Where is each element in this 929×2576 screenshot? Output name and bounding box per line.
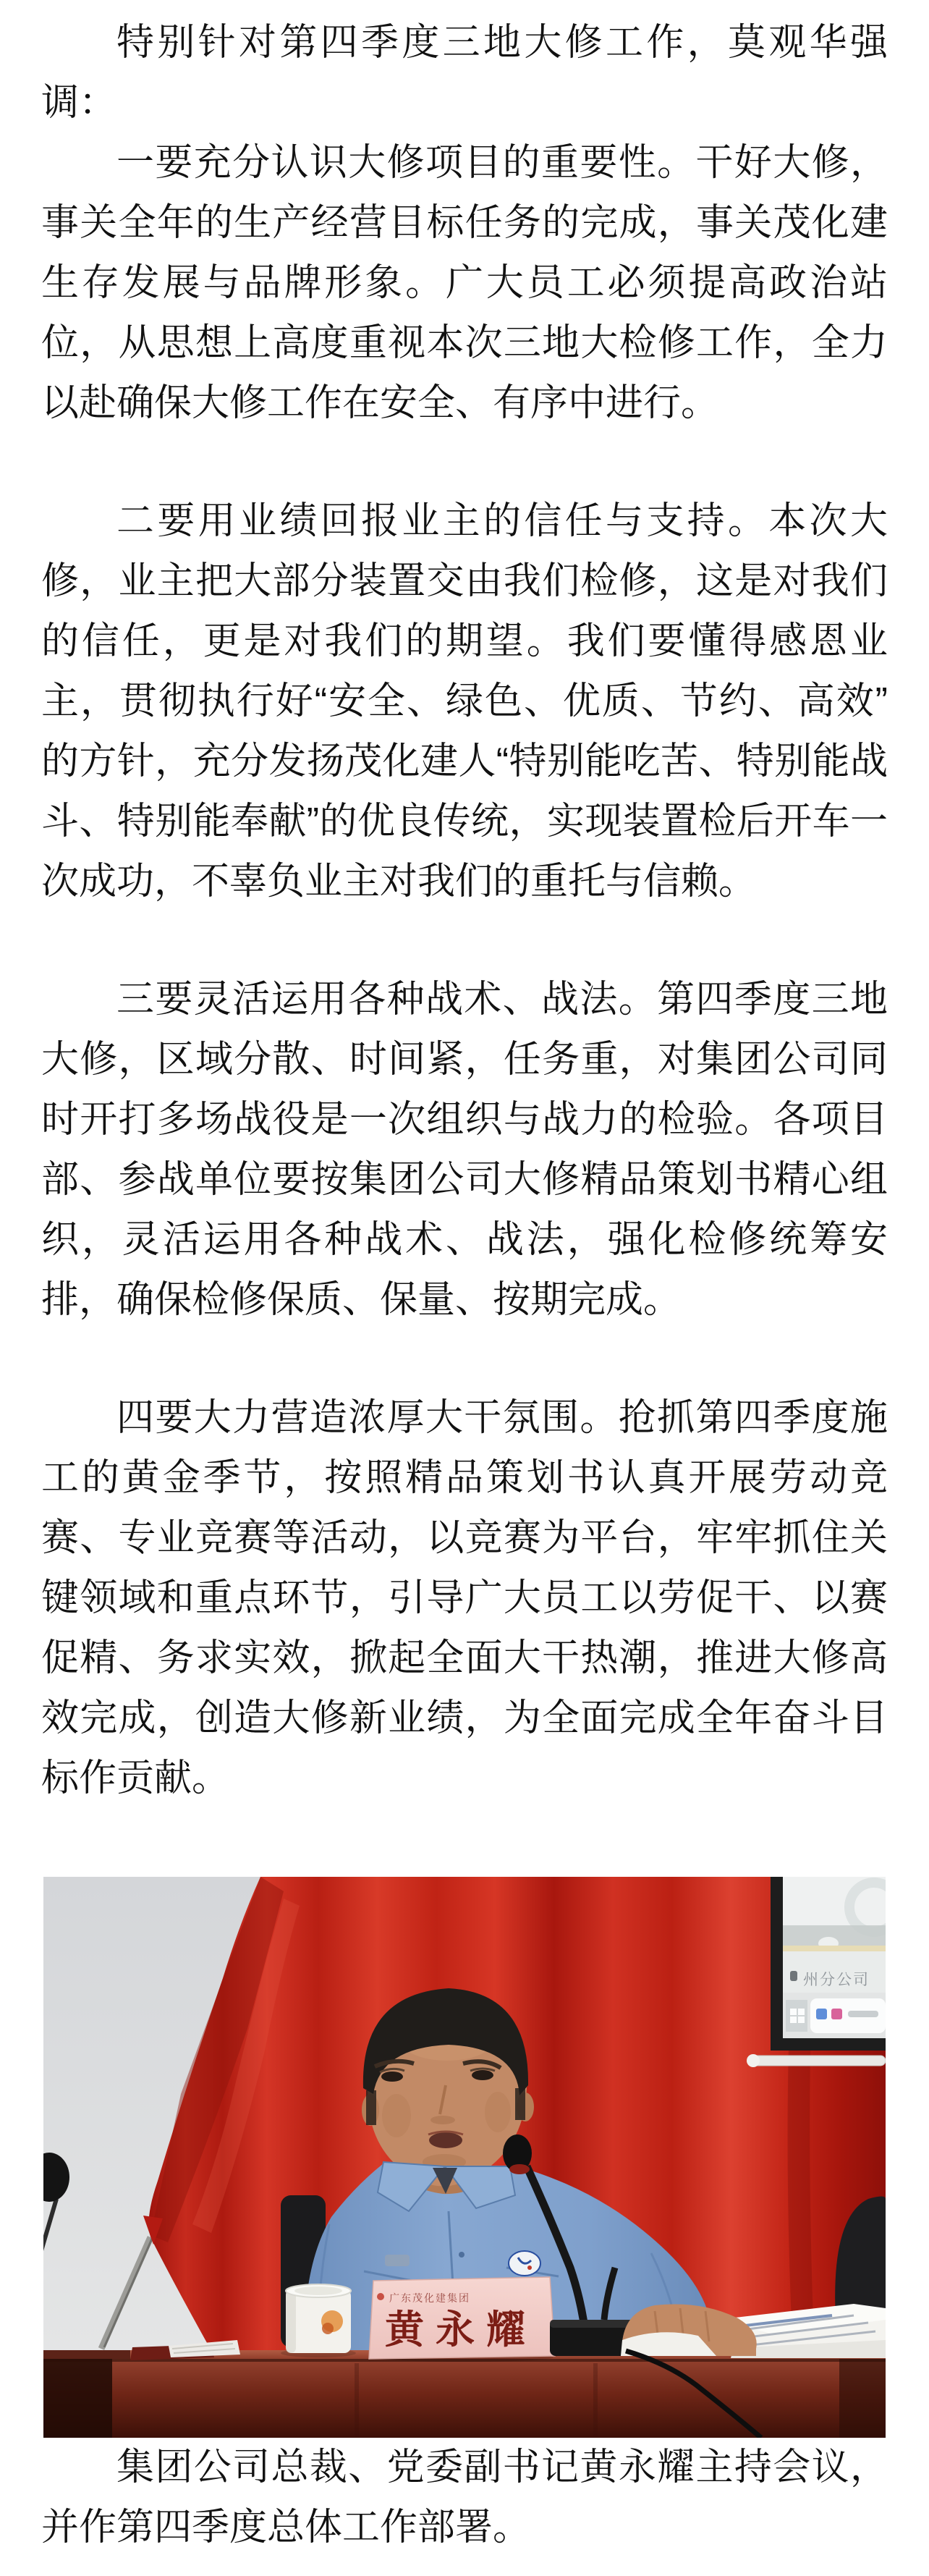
body-paragraph: 一要充分认识大修项目的重要性。干好大修，事关全年的生产经营目标任务的完成，事关茂化建生存发展与品牌形象。广大员工必须提高政治站位，从思想上高度重视本次三地大检修工作，全力以赴确保大修工作在安全、有序中进行。 xyxy=(41,142,888,424)
app-icon-blue xyxy=(816,2009,827,2019)
app-icon-pink xyxy=(831,2009,842,2019)
screen-rail xyxy=(751,2056,886,2066)
name-card xyxy=(369,2277,555,2362)
screen-logo-icon xyxy=(790,1971,797,1981)
desk xyxy=(43,2350,886,2438)
body-paragraph: 四要大力营造浓厚大干氛围。抢抓第四季度施工的黄金季节，按照精品策划书认真开展劳动竞赛、专业竞赛等活动，以竞赛为平台，牢牢抓住关键领域和重点环节，引导广大员工以劳促干、以赛促精、务求实效，掀起全面大干热潮，推进大修高效完成，创造大修新业绩，为全面完成全年奋斗目标作贡献。 xyxy=(41,1397,888,1799)
body-paragraph: 特别针对第四季度三地大修工作，莫观华强调： xyxy=(41,22,888,124)
photo-caption: 集团公司总裁、党委副书记黄永耀主持会议，并作第四季度总体工作部署。 xyxy=(41,2446,888,2548)
thermos-cup xyxy=(281,2284,356,2357)
windows-logo-icon xyxy=(786,2000,807,2032)
body-paragraph: 三要灵活运用各种战术、战法。第四季度三地大修，区域分散、时间紧，任务重，对集团公司同时开打多场战役是一次组织与战力的检验。各项目部、参战单位要按集团公司大修精品策划书精心组织，灵活运用各种战术、战法，强化检修统筹安排，确保检修保质、保量、按期完成。 xyxy=(41,979,888,1321)
uniform-logo-icon xyxy=(509,2251,540,2276)
meeting-photo[interactable] xyxy=(43,1877,886,2438)
name-card-company: 广东茂化建集团 xyxy=(389,2292,470,2304)
screen-label: 州分公司 xyxy=(803,1972,870,1988)
body-paragraph: 二要用业绩回报业主的信任与支持。本次大修，业主把大部分装置交由我们检修，这是对我们的信任，更是对我们的期望。我们要懂得感恩业主，贯彻执行好“安全、绿色、优质、节约、高效”的方针，充分发扬茂化建人“特别能吃苦、特别能战斗、特别能奉献”的优良传统，实现装置检后开车一次成功，不辜负业主对我们的重托与信赖。 xyxy=(41,500,888,903)
name-card-name: 黄永耀 xyxy=(385,2308,537,2352)
